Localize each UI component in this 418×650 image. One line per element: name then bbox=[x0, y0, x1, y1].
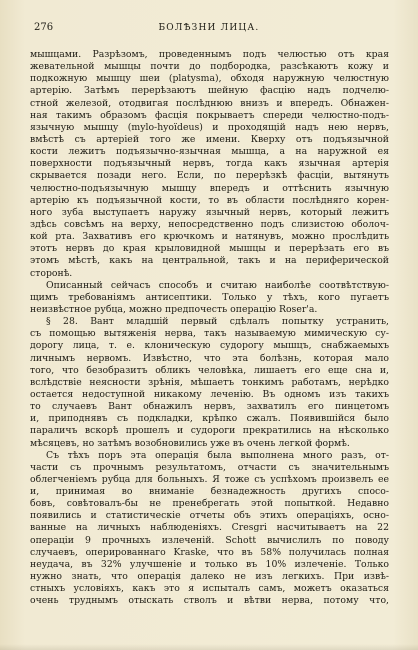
text-line: облегченіемъ рубца для больныхъ. Я тоже съ успѣхомъ произвелъ ее bbox=[30, 473, 389, 485]
text-line: мышцами. Разрѣзомъ, проведеннымъ подъ челюстью отъ края bbox=[30, 49, 389, 60]
page-bottom-edge bbox=[0, 644, 418, 650]
text-line: и, принимая во вниманіе безнадежность другихъ спосо- bbox=[30, 486, 389, 498]
text-line: стныхъ условіяхъ, какъ это я испыталъ самъ, можетъ оказаться bbox=[30, 583, 389, 595]
running-head: БОЛѢЗНИ ЛИЦА. bbox=[158, 23, 260, 33]
text-line: кой рта. Захвативъ его крючкомъ и натянувъ, можно прослѣдить bbox=[30, 231, 389, 243]
text-line: этотъ нервъ до края крыловидной мышцы и перерѣзать его въ bbox=[30, 243, 389, 255]
text-line: этомъ мѣстѣ, какъ на центральной, такъ и на периферической bbox=[30, 255, 389, 267]
text-line: операціи 9 прочныхъ излеченій. Schott вычислилъ по поводу bbox=[30, 534, 389, 546]
text-line: Съ тѣхъ поръ эта операція была выполнена много разъ, от- bbox=[46, 449, 389, 461]
text-line: очень труднымъ отыскать стволъ и вѣтви нерва, потому что, bbox=[30, 595, 389, 607]
text-line: ного зуба выступаетъ наружу язычный нервъ, который лежитъ bbox=[30, 206, 389, 218]
text-line: дорогу лица, т. е. клоническую судорогу мышцъ, снабжаемыхъ bbox=[30, 340, 389, 352]
text-line: § 28. Вант младшій первый сдѣлалъ попытку устранить, bbox=[46, 316, 389, 328]
text-line: нужно знать, что операція далеко не изъ легкихъ. При извѣ- bbox=[30, 571, 389, 583]
text-line: артерію. Затѣмъ перерѣзаютъ шейную фасцію надъ подчелю- bbox=[30, 85, 389, 97]
text-line: мѣсяцевъ, но затѣмъ возобновились уже въ очень легкой формѣ. bbox=[30, 437, 350, 449]
text-line: стной железой, отодвигая послѣднюю внизъ и впередъ. Обнажен- bbox=[30, 97, 389, 109]
text-line: случаевъ, оперированнаго Kraske, что въ 58% получилась полная bbox=[30, 546, 389, 558]
text-line: скрывается позади него. Если, по перерѣзкѣ фасціи, вытянуть bbox=[30, 170, 389, 182]
text-line: части съ прочнымъ результатомъ, отчасти съ значительнымъ bbox=[30, 461, 389, 473]
text-line: появились и статистическіе отчеты объ этихъ операціяхъ, осно- bbox=[30, 510, 389, 522]
text-line: то случаевъ Вант обнажилъ нервъ, захватилъ его пинцетомъ bbox=[30, 401, 389, 413]
text-line: поверхности подъязычный нервъ, тогда какъ язычная артерія bbox=[30, 158, 389, 170]
text-line: здѣсь совсѣмъ на верху, непосредственно подъ слизистою оболоч- bbox=[30, 218, 389, 230]
text-line: остается недоступной никакому леченію. Въ одномъ изъ такихъ bbox=[30, 388, 389, 400]
text-line: ванные на личныхъ наблюденіяхъ. Cresgri насчитываетъ на 22 bbox=[30, 522, 389, 534]
text-line: подкожную мышцу шеи (platysma), обходя наружную челюстную bbox=[30, 73, 389, 85]
page-header bbox=[34, 22, 384, 36]
body-text bbox=[30, 49, 389, 607]
text-line: язычную мышцу (mylo-hyoïdeus) и проходящій надъ нею нервъ, bbox=[30, 121, 389, 133]
text-line: сторонѣ. bbox=[30, 267, 73, 279]
text-line: челюстно-подъязычную мышцу впередъ и оттѣснить язычную bbox=[30, 182, 389, 194]
text-line: бовъ, совѣтовалъ-бы не пренебрегать этой попыткой. Недавно bbox=[30, 498, 389, 510]
text-line: личнымъ нервомъ. Извѣстно, что эта болѣзнь, которая мало bbox=[30, 352, 389, 364]
text-line: неудача, въ 32% улучшеніе и только въ 10% излеченіе. Только bbox=[30, 558, 389, 570]
text-line: Описанный сейчасъ способъ и считаю наиболѣе соотвѣтствую- bbox=[46, 279, 389, 291]
text-line: вслѣдствіе неясности зрѣнія, мѣшаетъ тонкимъ работамъ, нерѣдко bbox=[30, 376, 389, 388]
text-line: и, приподнявъ съ подкладки, крѣпко сжалъ. Появившійся было bbox=[30, 413, 389, 425]
text-line: вмѣстѣ съ артеріей того же имени. Кверху отъ подъязычной bbox=[30, 133, 389, 145]
text-line: артерію къ подъязычной кости, то въ области послѣдняго корен- bbox=[30, 194, 389, 206]
text-line: ная такимъ образомъ фасція покрываетъ спереди челюстно-подъ- bbox=[30, 109, 389, 121]
text-line: кости лежитъ подъязычно-язычная мышца, а на наружной ея bbox=[30, 146, 389, 158]
text-line: щимъ требованіямъ антисептики. Только у тѣхъ, кого пугаетъ bbox=[30, 291, 389, 303]
text-line: того, что безобразитъ обликъ человѣка, лишаетъ его еще сна и, bbox=[30, 364, 389, 376]
text-line: съ помощью вытяженія нерва, такъ называемую мимическую су- bbox=[30, 328, 389, 340]
text-line: жевательной мышцы почти до подбородка, разсѣкаютъ кожу и bbox=[30, 61, 389, 73]
text-line: параличъ вскорѣ прошелъ и судороги прекратились на нѣсколько bbox=[30, 425, 389, 437]
text-line: неизвѣстное рубца, можно предпочесть операцію Roser'а. bbox=[30, 303, 318, 315]
page-number: 276 bbox=[34, 22, 54, 33]
